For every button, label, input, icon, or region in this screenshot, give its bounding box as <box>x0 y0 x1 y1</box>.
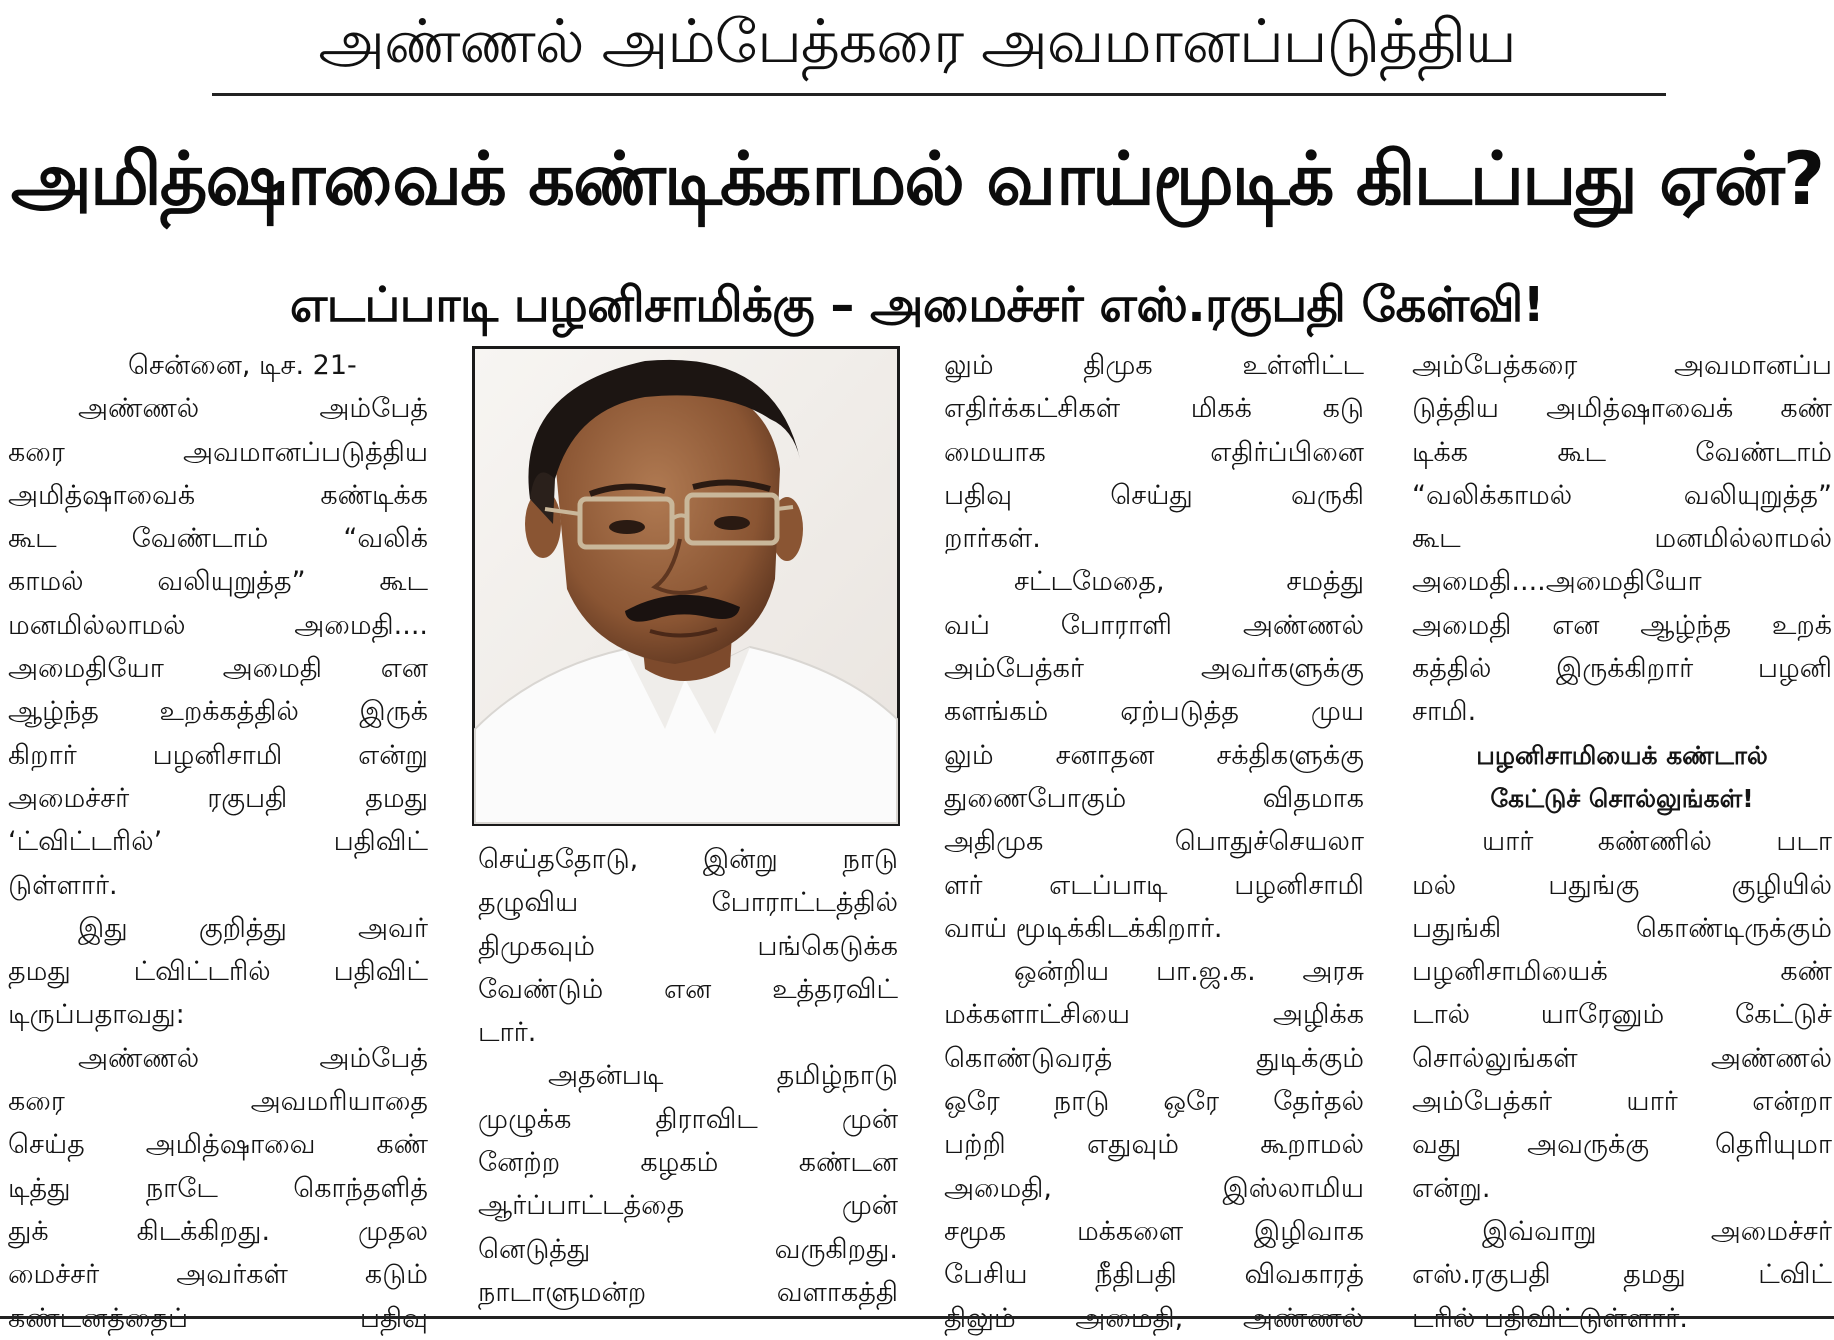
body-line: கரை அவமானப்படுத்திய <box>8 436 428 468</box>
article-column-1 <box>8 344 428 1334</box>
crosshead: கேட்டுச் சொல்லுங்கள்! <box>1490 783 1754 813</box>
body-line: ஆழ்ந்த உறக்கத்தில் இருக் <box>8 696 428 728</box>
body-line: டரில் பதிவிட்டுள்ளார். <box>1412 1302 1688 1334</box>
body-line: செய்ததோடு, இன்று நாடு <box>478 844 898 875</box>
body-line: லும் சனாதன சக்திகளுக்கு <box>944 739 1364 771</box>
kicker-headline: அண்ணல் அம்பேத்கரை அவமானப்படுத்திய <box>318 7 1516 77</box>
body-line: அமித்ஷாவைக் கண்டிக்க <box>8 479 428 511</box>
main-headline: அமித்ஷாவைக் கண்டிக்காமல் வாய்மூடிக் கிடப்பது ஏன்? <box>10 136 1824 222</box>
minister-photo <box>472 346 900 826</box>
article-column-2 <box>478 838 898 1308</box>
body-line: சாமி. <box>1412 696 1477 728</box>
body-line: ஒன்றிய பா.ஜ.க. அரசு <box>1014 956 1364 988</box>
body-line: மனமில்லாமல் அமைதி.... <box>8 609 428 641</box>
body-line: இவ்வாறு அமைச்சர் <box>1482 1215 1832 1247</box>
body-line: மல் பதுங்கு குழியில் <box>1412 869 1832 901</box>
body-line: னெடுத்து வருகிறது. <box>478 1233 898 1265</box>
body-line: மையாக எதிர்ப்பினை <box>944 436 1364 468</box>
body-line: அமைதியோ அமைதி என <box>8 653 428 685</box>
body-line: துணைபோகும் விதமாக <box>944 782 1364 814</box>
body-line: கிறார் பழனிசாமி என்று <box>8 739 428 771</box>
body-line: திமுகவும் பங்கெடுக்க <box>478 930 898 962</box>
body-line: செய்த அமித்ஷாவை கண் <box>8 1129 428 1161</box>
body-line: “வலிக்காமல் வலியுறுத்த” <box>1412 479 1832 511</box>
body-line: பழனிசாமியைக் கண் <box>1412 956 1832 988</box>
body-line: நாடாளுமன்ற வளாகத்தி <box>478 1276 898 1308</box>
body-line: அம்பேத்கரை அவமானப்ப <box>1412 350 1832 381</box>
body-line: பதிவு செய்து வருகி <box>944 479 1364 511</box>
body-line: அமைதி என ஆழ்ந்த உறக் <box>1412 609 1832 641</box>
body-line: அண்ணல் அம்பேத் <box>78 1042 428 1074</box>
body-line: கரை அவமரியாதை <box>8 1086 428 1118</box>
body-line: அதிமுக பொதுச்செயலா <box>944 826 1364 858</box>
body-line: பதுங்கி கொண்டிருக்கும் <box>1412 912 1832 944</box>
portrait-illustration <box>475 349 897 823</box>
body-line: கொண்டுவரத் துடிக்கும் <box>944 1042 1364 1074</box>
body-line: மக்களாட்சியை அழிக்க <box>944 999 1364 1031</box>
body-line: அமைச்சர் ரகுபதி தமது <box>8 782 428 814</box>
body-line: லும் திமுக உள்ளிட்ட <box>944 350 1364 381</box>
body-line: ளர் எடப்பாடி பழனிசாமி <box>944 869 1364 901</box>
body-line: வது அவருக்கு தெரியுமா <box>1412 1129 1832 1161</box>
body-line: காமல் வலியுறுத்த” கூட <box>8 566 428 598</box>
body-line: வேண்டும் என உத்தரவிட் <box>478 973 898 1005</box>
body-line: மைச்சர் அவர்கள் கடும் <box>8 1259 428 1291</box>
body-line: துக் கிடக்கிறது. முதல <box>8 1215 428 1247</box>
body-line: ‘ட்விட்டரில்’ பதிவிட் <box>8 826 428 858</box>
body-line: டிக்க கூட வேண்டாம் <box>1412 436 1832 468</box>
body-line: களங்கம் ஏற்படுத்த முய <box>944 696 1364 728</box>
body-line: யார் கண்ணில் படா <box>1482 826 1832 858</box>
body-line: டுள்ளார். <box>8 869 118 901</box>
body-line: என்று. <box>1412 1172 1491 1204</box>
kicker-rule <box>212 93 1666 96</box>
body-line: டித்து நாடே கொந்தளித் <box>8 1172 428 1204</box>
body-line: அமைதி....அமைதியோ <box>1412 566 1702 598</box>
body-line: ஆர்ப்பாட்டத்தை முன் <box>478 1190 898 1222</box>
dateline: சென்னை, டிச. 21- <box>128 350 357 381</box>
body-line: பற்றி எதுவும் கூறாமல் <box>944 1129 1364 1161</box>
body-line: கத்தில் இருக்கிறார் பழனி <box>1412 653 1832 685</box>
crosshead: பழனிசாமியைக் கண்டால் <box>1476 740 1768 770</box>
body-line: டார். <box>478 1017 537 1049</box>
article-column-4 <box>1412 344 1832 1334</box>
bottom-rule <box>0 1316 1834 1319</box>
body-line: டால் யாரேனும் கேட்டுச் <box>1412 999 1832 1031</box>
body-line: கூட மனமில்லாமல் <box>1412 523 1832 555</box>
body-line: கண்டனத்தைப் பதிவு <box>8 1302 428 1334</box>
body-line: வப் போராளி அண்ணல் <box>944 609 1364 641</box>
body-line: எதிர்க்கட்சிகள் மிகக் கடு <box>944 393 1364 425</box>
body-line: அம்பேத்கர் யார் என்றா <box>1412 1086 1832 1118</box>
body-line: டுத்திய அமித்ஷாவைக் கண் <box>1412 393 1832 425</box>
body-line: பேசிய நீதிபதி விவகாரத் <box>944 1259 1364 1291</box>
body-line: சமூக மக்களை இழிவாக <box>944 1215 1364 1247</box>
body-line: அண்ணல் அம்பேத் <box>78 393 428 425</box>
body-line: றார்கள். <box>944 523 1041 555</box>
body-line: கூட வேண்டாம் “வலிக் <box>8 523 428 555</box>
body-line: அமைதி, இஸ்லாமிய <box>944 1172 1364 1204</box>
body-line: சொல்லுங்கள் அண்ணல் <box>1412 1042 1832 1074</box>
body-line: ஒரே நாடு ஒரே தேர்தல் <box>944 1086 1364 1118</box>
body-line: எஸ்.ரகுபதி தமது ட்விட் <box>1412 1259 1832 1291</box>
body-line: அம்பேத்கர் அவர்களுக்கு <box>944 653 1364 685</box>
body-line: வாய் மூடிக்கிடக்கிறார். <box>944 912 1223 944</box>
body-line: முழுக்க திராவிட முன் <box>478 1103 898 1135</box>
article-column-3 <box>944 344 1364 1334</box>
body-line: இது குறித்து அவர் <box>78 912 428 944</box>
body-line: சட்டமேதை, சமத்து <box>1014 566 1364 598</box>
body-line: அதன்படி தமிழ்நாடு <box>548 1060 898 1092</box>
body-line: னேற்ற கழகம் கண்டன <box>478 1147 898 1179</box>
body-line: டிருப்பதாவது: <box>8 999 185 1031</box>
body-line: திலும் அமைதி, அண்ணல் <box>944 1302 1364 1334</box>
body-line: தழுவிய போராட்டத்தில் <box>478 887 898 919</box>
subheadline: எடப்பாடி பழனிசாமிக்கு – அமைச்சர் எஸ்.ரகுபதி கேள்வி! <box>289 277 1545 333</box>
body-line: தமது ட்விட்டரில் பதிவிட் <box>8 956 428 988</box>
